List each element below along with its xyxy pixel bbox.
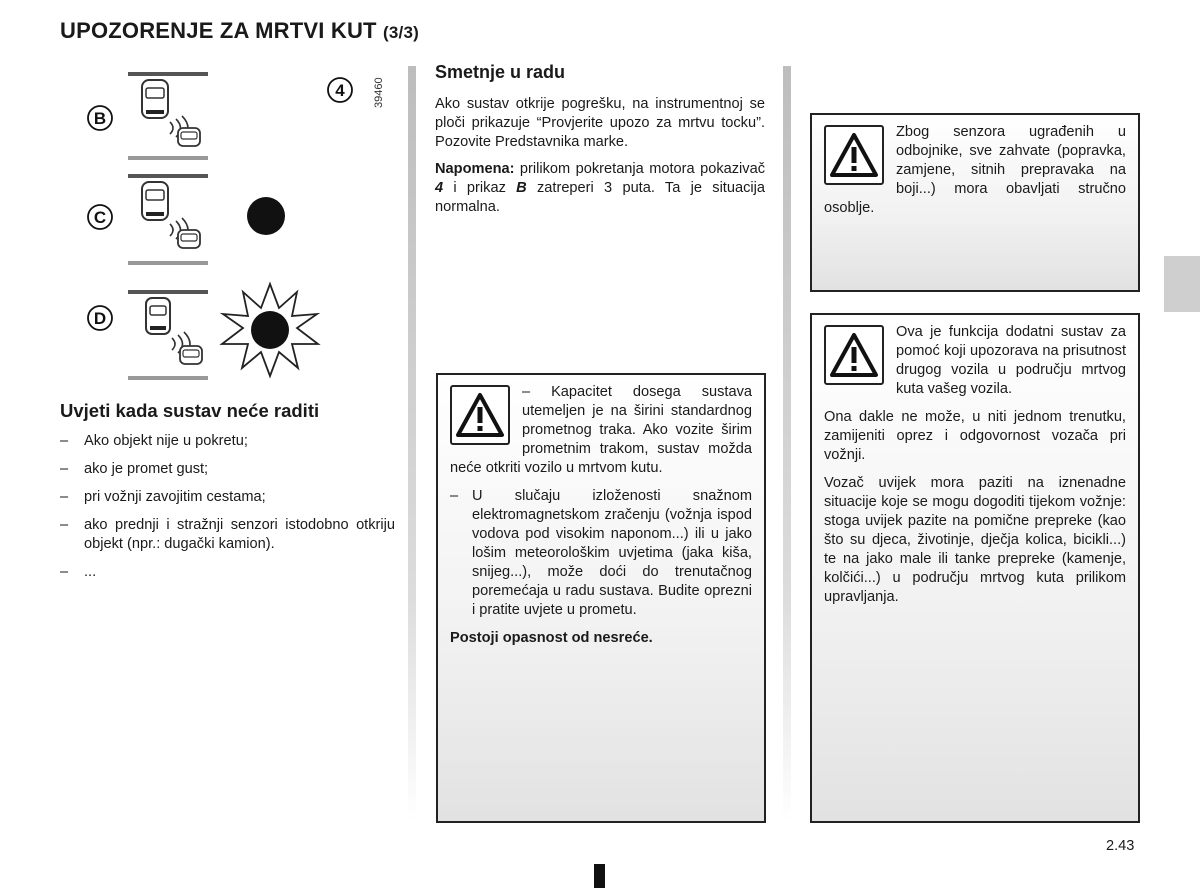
- conditions-list: [60, 432, 395, 582]
- warning-obstacles-text: Vozač uvijek mora paziti na iznenadne situacije koje se mogu dogoditi tijekom vožnje: stoga uvijek pazite na pomične prepreke (kao što su djeca, životinje, dječja kolica, bicikli...) te na jako male ili tanke prepreke (kamenje, kolčići...) u području mrtvog kuta prilikom upravljanja.: [824, 475, 1126, 605]
- warning-range-text: – Kapacitet dosega sustava utemeljen je na širini standardnog prometnog traka. Ako vozite širim prometnim trakom, sustav možda neće otkriti vozilo u mrtvom kutu.: [450, 384, 752, 476]
- page-title-text: UPOZORENJE ZA MRTVI KUT: [60, 18, 377, 43]
- list-item: – ako prednji i stražnji senzori istodobno otkriju objekt (npr.: dugački kamion).: [60, 517, 395, 552]
- page-title: [60, 18, 419, 44]
- warning-triangle-icon: [824, 125, 884, 185]
- blind-spot-figure: [60, 62, 390, 392]
- malfunction-paragraph: Ako sustav otkrije pogrešku, na instrumentnoj se ploči prikazuje “Provjerite upozo za mrtvu tocku”. Pozovite Predstavnika marke.: [435, 96, 765, 150]
- row-c-scene: [128, 174, 285, 265]
- malfunction-heading: Smetnje u radu: [435, 62, 566, 82]
- page-number: 2.43: [1106, 838, 1135, 854]
- label-d-badge: [88, 306, 112, 330]
- conditions-heading: Uvjeti kada sustav neće raditi: [60, 400, 320, 421]
- malfunction-section: [435, 62, 765, 226]
- warning-danger-text: Postoji opasnost od nesreće.: [450, 630, 653, 646]
- list-item: – ako je promet gust;: [60, 461, 209, 477]
- page-marker: [594, 864, 605, 888]
- warning-repairs-text: Zbog senzora ugrađenih u odbojnike, sve zahvate (popravka, zamjene, sitnih prepravaka na boji...) mora obavljati stručno osoblje.: [824, 124, 1126, 216]
- warning-box-range: [436, 373, 766, 823]
- column-separator-left: [408, 66, 416, 822]
- blind-spot-illustration: [60, 62, 390, 392]
- row-d-scene: [128, 284, 318, 380]
- row-b-scene: [128, 72, 208, 160]
- column-separator-right: [783, 66, 791, 822]
- malfunction-note: Napomena: prilikom pokretanja motora pokazivač 4 i prikaz B zatreperi 3 puta. Ta je situacija normalna.: [435, 161, 765, 215]
- svg-text:B: B: [93, 109, 107, 128]
- warning-interference-text: – U slučaju izloženosti snažnom elektromagnetskom zračenju (vožnja ispod vodova pod visokim naponom...) ili u jako lošim meteorološkim uvjetima (jaka kiša, snijeg...), može doći do trenutačnog poremećaja u radu sustava. Budite oprezni i pratite uvjete u prometu.: [450, 488, 752, 618]
- list-item: – ...: [60, 564, 97, 580]
- indicator-steady-icon: [247, 197, 285, 235]
- warning-responsibility-text: Ona dakle ne može, u niti jednom trenutku, zamijeniti oprez i odgovornost vozača pri vožnji.: [824, 409, 1126, 463]
- page-title-suffix: (3/3): [383, 23, 419, 42]
- figure-reference-code: 39460: [373, 77, 385, 108]
- warning-aid-text: Ova je funkcija dodatni sustav za pomoć koji upozorava na prisutnost drugog vozila u području mrtvog kuta vašeg vozila.: [896, 324, 1126, 397]
- warning-triangle-icon: [450, 385, 510, 445]
- warning-triangle-icon: [824, 325, 884, 385]
- list-item: – Ako objekt nije u pokretu;: [60, 433, 248, 449]
- warning-box-driver-responsibility: [810, 313, 1140, 823]
- figure-number-badge: [328, 78, 352, 102]
- warning-box-repairs: [810, 113, 1140, 292]
- list-item: – pri vožnji zavojitim cestama;: [60, 489, 266, 505]
- conditions-section: [60, 400, 395, 591]
- svg-text:C: C: [93, 208, 107, 227]
- label-b-badge: [88, 106, 112, 130]
- label-c-badge: [88, 205, 112, 229]
- chapter-tab: [1164, 256, 1200, 312]
- svg-text:D: D: [93, 309, 107, 328]
- svg-text:4: 4: [335, 81, 345, 100]
